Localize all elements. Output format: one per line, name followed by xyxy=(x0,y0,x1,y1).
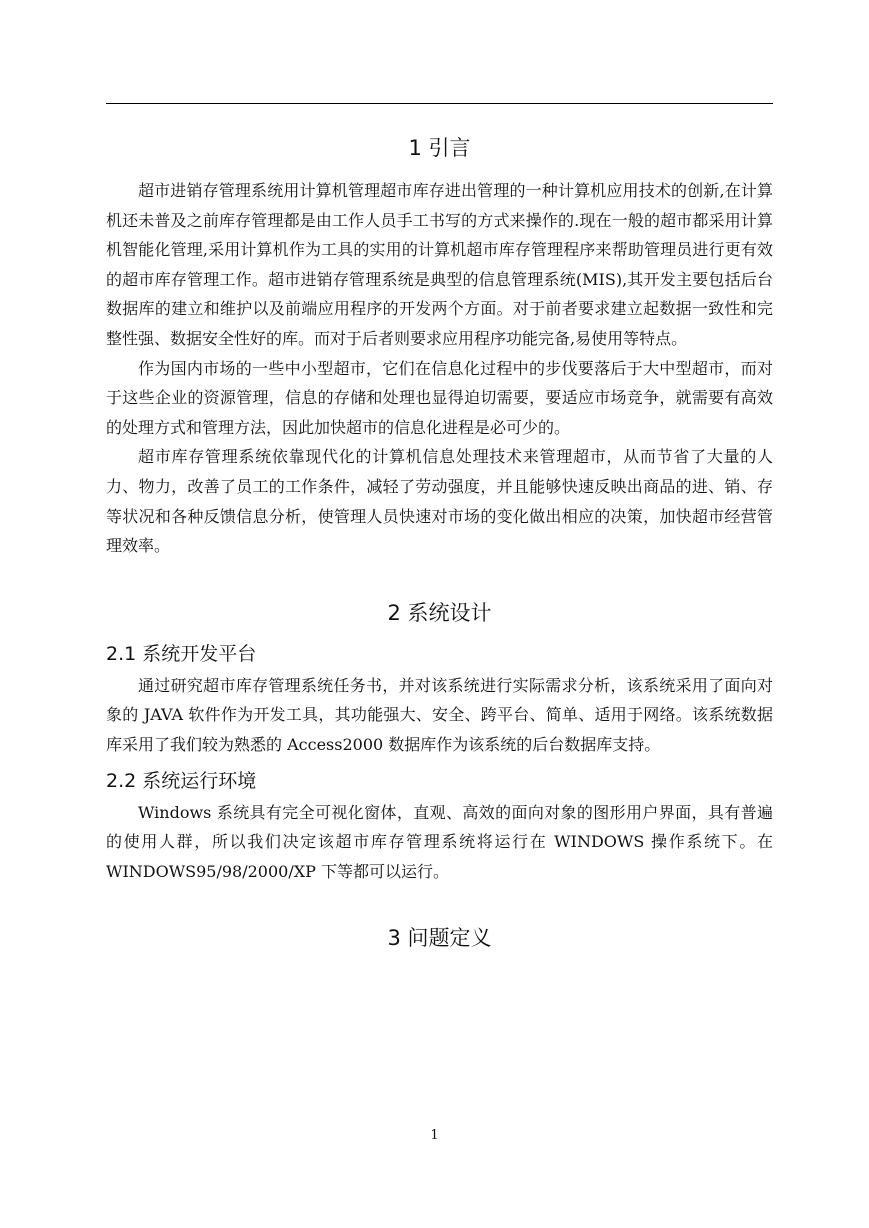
section-heading-1: 1 引言 xyxy=(408,136,471,160)
subsection-heading-2-2: 2.2 系统运行环境 xyxy=(106,769,257,792)
paragraph: 作为国内市场的一些中小型超市，它们在信息化过程中的步伐要落后于大中型超市，而对于这些企业的资源管理，信息的存储和处理也显得迫切需要，要适应市场竞争，就需要有高效的处理方式和管理方法，因此加快超市的信息化进程是必可少的。 xyxy=(106,358,773,437)
page-number: 1 xyxy=(430,1128,439,1143)
paragraph: 超市进销存管理系统用计算机管理超市库存进出管理的一种计算机应用技术的创新,在计算机还未普及之前库存管理都是由工作人员手工书写的方式来操作的.现在一般的超市都采用计算机智能化管理,采用计算机作为工具的实用的计算机超市库存管理程序来帮助管理员进行更有效的超市库存管理工作。超市进销存管理系统是典型的信息管理系统(MIS),其开发主要包括后台数据库的建立和维护以及前端应用程序的开发两个方面。对于前者要求建立起数据一致性和完整性强、数据安全性好的库。而对于后者则要求应用程序功能完备,易使用等特点。 xyxy=(106,181,773,348)
paragraph: 通过研究超市库存管理系统任务书，并对该系统进行实际需求分析，该系统采用了面向对象的 JAVA 软件作为开发工具，其功能强大、安全、跨平台、简单、适用于网络。该系统数据库采用了我们较为熟悉的 Access2000 数据库作为该系统的后台数据库支持。 xyxy=(106,675,773,754)
section-heading-2: 2 系统设计 xyxy=(387,600,492,625)
header-rule xyxy=(106,103,773,104)
subsection-heading-2-1: 2.1 系统开发平台 xyxy=(106,642,257,665)
section-heading-3: 3 问题定义 xyxy=(387,926,492,951)
document-body xyxy=(106,120,773,966)
paragraph: Windows 系统具有完全可视化窗体，直观、高效的面向对象的图形用户界面，具有普遍的使用人群，所以我们决定该超市库存管理系统将运行在 WINDOWS 操作系统下。在 WINDOWS95/98/2000/XP 下等都可以运行。 xyxy=(106,802,773,881)
paragraph: 超市库存管理系统依靠现代化的计算机信息处理技术来管理超市，从而节省了大量的人力、物力，改善了员工的工作条件，减轻了劳动强度，并且能够快速反映出商品的进、销、存等状况和各种反馈信息分析，使管理人员快速对市场的变化做出相应的决策，加快超市经营管理效率。 xyxy=(106,447,773,556)
